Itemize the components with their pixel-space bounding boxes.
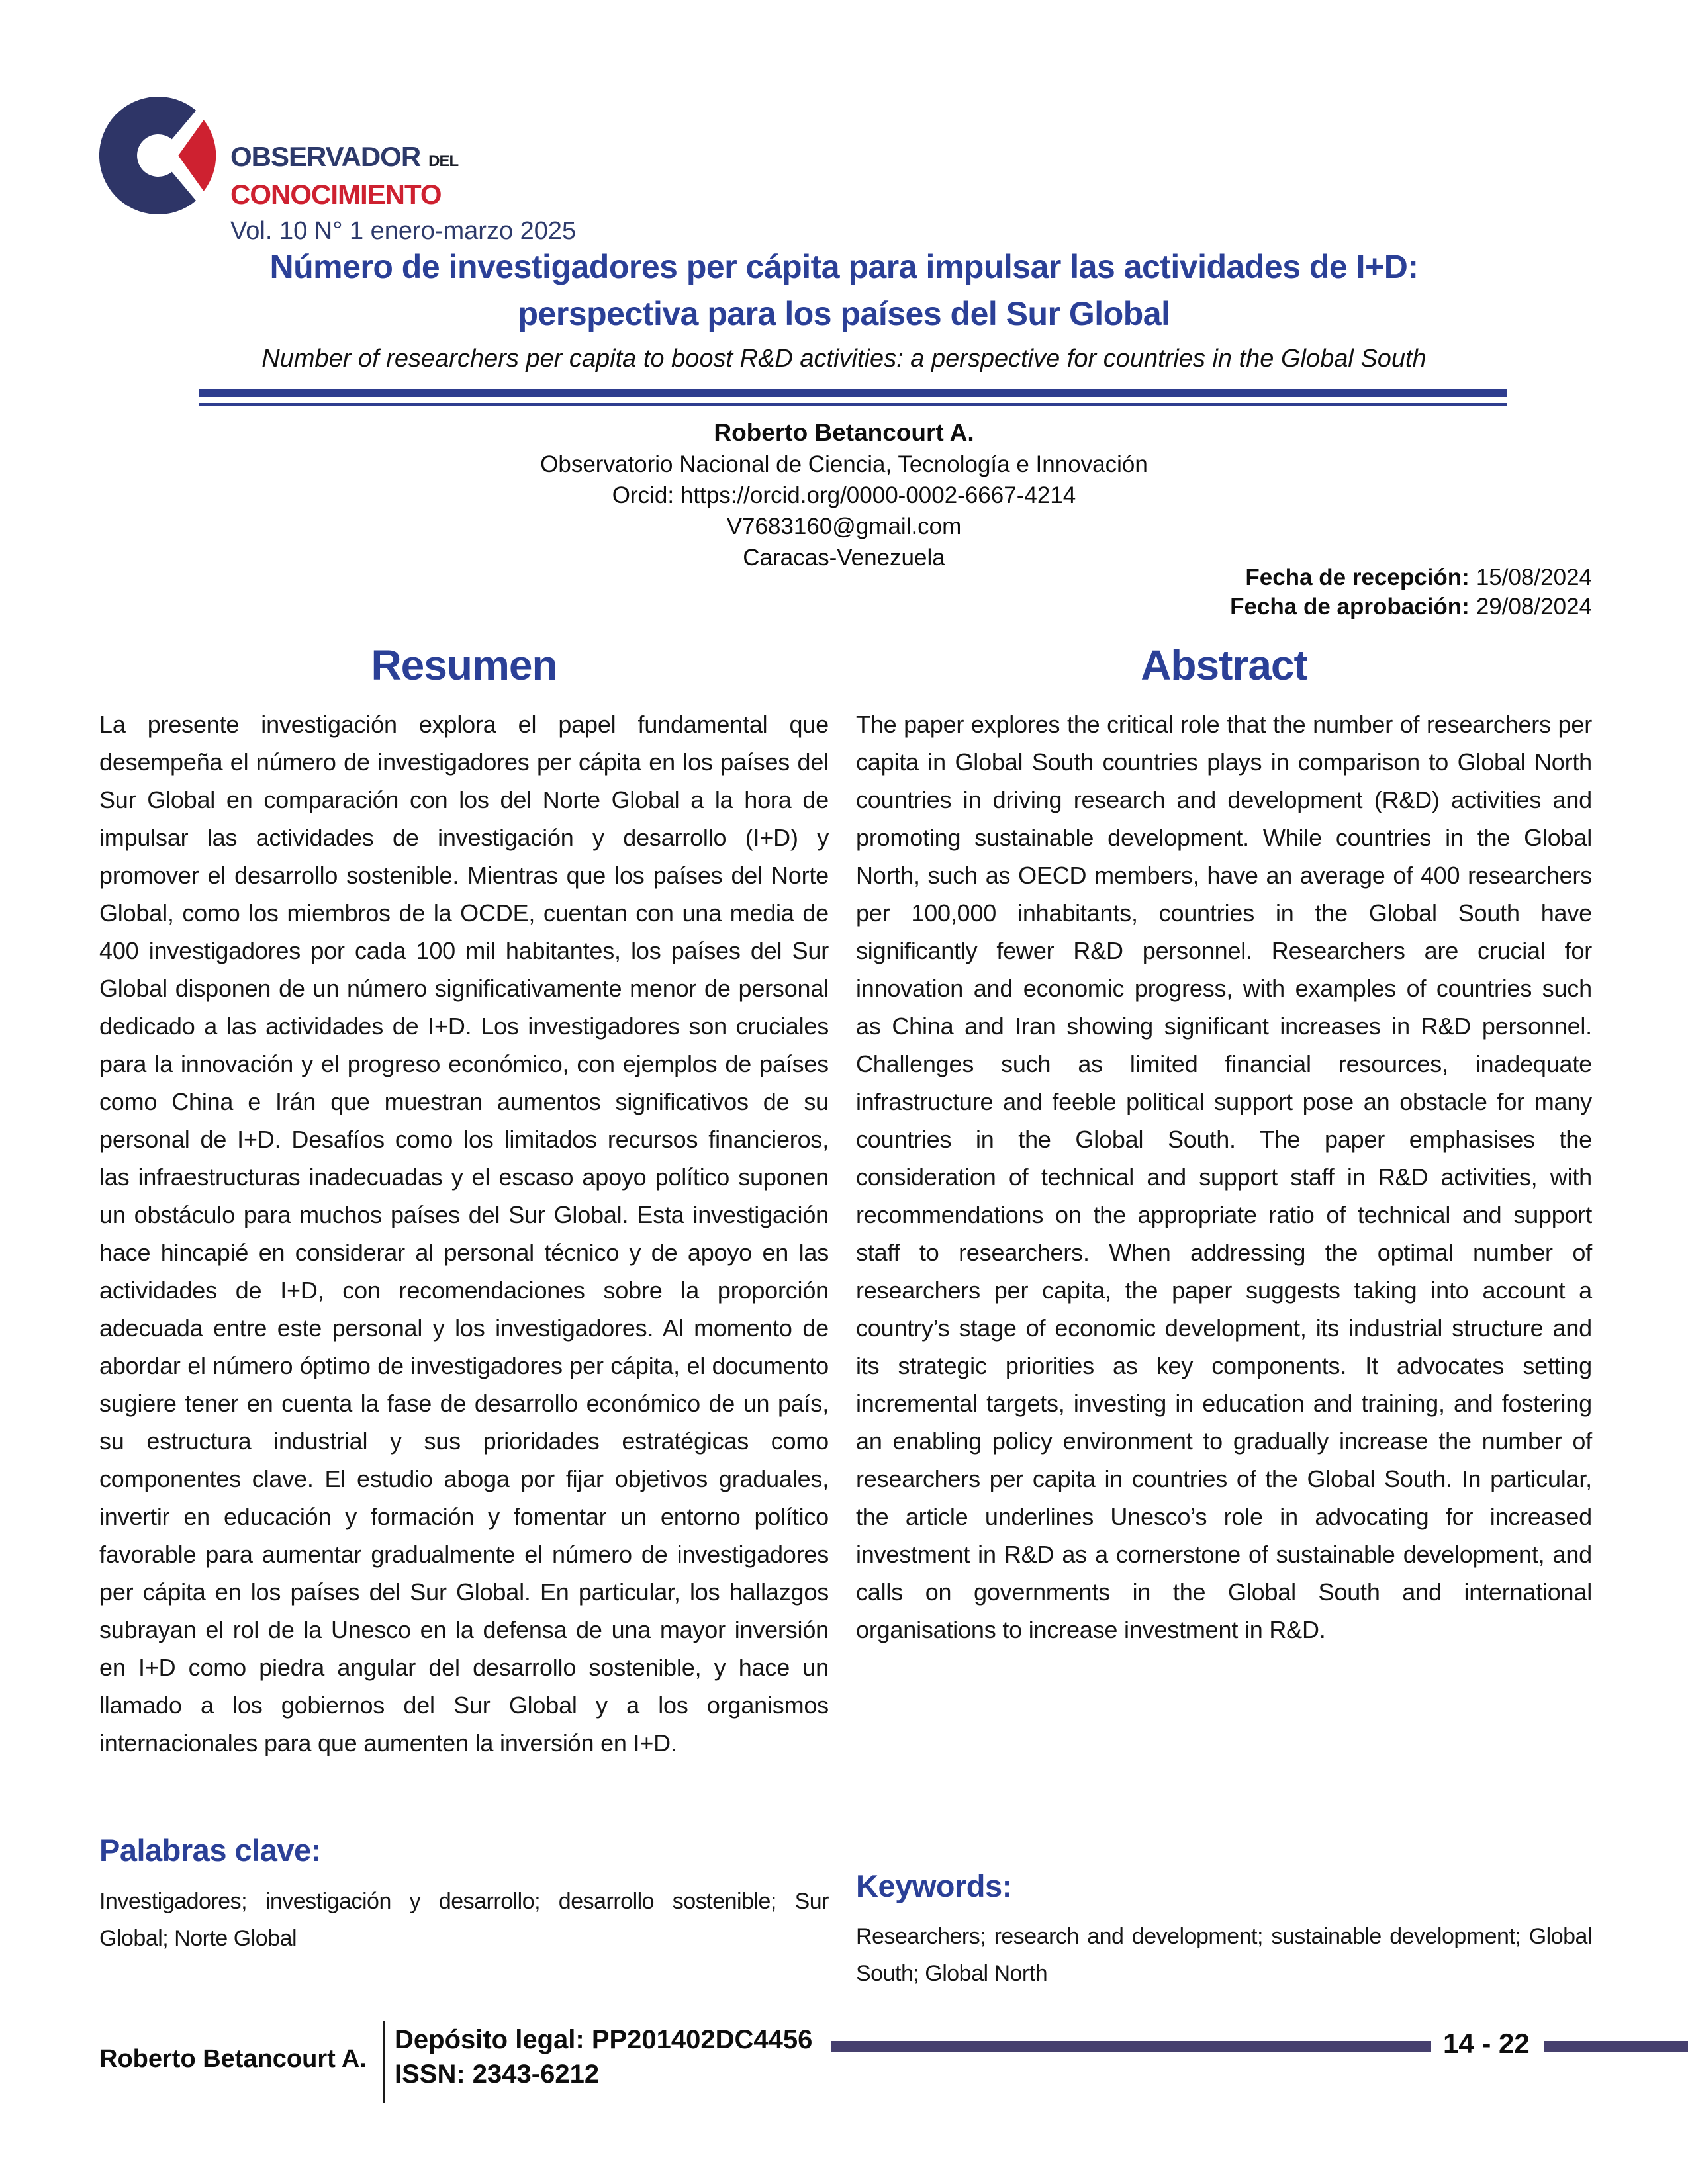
author-affiliation: Observatorio Nacional de Ciencia, Tecnología e Innovación <box>540 451 1148 477</box>
article-title-es-line1: Número de investigadores per cápita para impulsar las actividades de I+D: <box>269 248 1419 285</box>
journal-logo <box>99 97 217 214</box>
approval-date <box>1230 592 1592 621</box>
reception-date <box>1230 563 1592 592</box>
article-title-en: Number of researchers per capita to boost R&D activities: a perspective for countries in the Global South <box>261 345 1427 373</box>
reception-date-label: Fecha de recepción: <box>1245 565 1470 590</box>
author-email: V7683160@gmail.com <box>726 514 962 539</box>
title-divider-thick-line <box>199 389 1507 397</box>
journal-name-del: DEL <box>428 152 459 170</box>
title-divider <box>199 389 1507 406</box>
footer-legal-block <box>395 2023 812 2091</box>
article-title-es-line2: perspectiva para los países del Sur Global <box>518 295 1170 332</box>
approval-date-value: 29/08/2024 <box>1476 594 1592 619</box>
journal-masthead <box>230 140 576 250</box>
resumen-body: La presente investigación explora el papel fundamental que desempeña el número de investigadores per cápita en los países del Sur Global en comparación con los del Norte Global a la hora de impulsar las actividades de investigación y desarrollo (I+D) y promover el desarrollo sostenible. Mientras que los países del Norte Global, como los miembros de la OCDE, cuentan con una media de 400 investigadores por cada 100 mil habitantes, los países del Sur Global disponen de un número significativamente menor de personal dedicado a las actividades de I+D. Los investigadores son cruciales para la innovación y el progreso económico, con ejemplos de países como China e Irán que muestran aumentos significativos de su personal de I+D. Desafíos como los limitados recursos financieros, las infraestructuras inadecuadas y el escaso apoyo político suponen un obstáculo para muchos países del Sur Global. Esta investigación hace hincapié en considerar al personal técnico y de apoyo en las actividades de I+D, con recomendaciones sobre la proporción adecuada entre este personal y los investigadores. Al momento de abordar el número óptimo de investigadores per cápita, el documento sugiere tener en cuenta la fase de desarrollo económico de un país, su estructura industrial y sus prioridades estratégicas como componentes clave. El estudio aboga por fijar objetivos graduales, invertir en educación y formación y fomentar un entorno político favorable para aumentar gradualmente el número de investigadores per cápita en los países del Sur Global. En particular, los hallazgos subrayan el rol de la Unesco en la defensa de una mayor inversión en I+D como piedra angular del desarrollo sostenible, y hace un llamado a los gobiernos del Sur Global y a los organismos internacionales para que aumenten la inversión en I+D. <box>99 711 829 1756</box>
palabras-clave-heading: Palabras clave: <box>99 1833 321 1868</box>
author-block <box>159 417 1529 573</box>
journal-logo-icon <box>99 97 217 214</box>
reception-date-value: 15/08/2024 <box>1476 565 1592 590</box>
keywords-list: Researchers; research and development; sustainable development; Global South; Global North <box>856 1924 1592 1986</box>
dates-block <box>1230 563 1592 621</box>
footer-bar-left <box>831 2041 1431 2052</box>
footer-author: Roberto Betancourt A. <box>99 2045 367 2073</box>
journal-name-conocimiento: CONOCIMIENTO <box>230 179 442 210</box>
journal-name-observador: OBSERVADOR <box>230 141 421 172</box>
author-orcid: Orcid: https://orcid.org/0000-0002-6667-4214 <box>612 482 1076 508</box>
title-divider-thin-line <box>199 403 1507 406</box>
abstract-body: The paper explores the critical role that the number of researchers per capita in Global South countries plays in comparison to Global North countries in driving research and development (R&D) activities and promoting sustainable development. While countries in the Global North, such as OECD members, have an average of 400 researchers per 100,000 inhabitants, countries in the Global South have significantly fewer R&D personnel. Researchers are crucial for innovation and economic progress, with examples of countries such as China and Iran showing significant increases in R&D personnel. Challenges such as limited financial resources, inadequate infrastructure and feeble political support pose an obstacle for many countries in the Global South. The paper emphasises the consideration of technical and support staff in R&D activities, with recommendations on the appropriate ratio of technical and support staff to researchers. When addressing the optimal number of researchers per capita, the paper suggests taking into account a country’s stage of economic development, its industrial structure and its strategic priorities as key components. It advocates setting incremental targets, investing in education and training, and fostering an enabling policy environment to gradually increase the number of researchers per capita in countries of the Global South. In particular, the article underlines Unesco’s role in advocating for increased investment in R&D as a cornerstone of sustainable development, and calls on governments in the Global South and international organisations to increase investment in R&D. <box>856 711 1592 1643</box>
footer-page-range: 14 - 22 <box>1443 2028 1530 2059</box>
journal-issue: Vol. 10 N° 1 enero-marzo 2025 <box>230 217 577 245</box>
article-title-es <box>159 244 1529 338</box>
footer-bar-right <box>1544 2041 1688 2052</box>
author-name: Roberto Betancourt A. <box>714 419 974 446</box>
resumen-heading: Resumen <box>371 641 557 689</box>
footer-divider <box>383 2021 385 2103</box>
keywords-heading: Keywords: <box>856 1868 1012 1903</box>
author-location: Caracas-Venezuela <box>743 545 945 570</box>
journal-name-line1 <box>230 140 576 178</box>
footer-issn: ISSN: 2343-6212 <box>395 2060 600 2089</box>
palabras-clave-list: Investigadores; investigación y desarrollo; desarrollo sostenible; Sur Global; Norte Global <box>99 1889 829 1951</box>
approval-date-label: Fecha de aprobación: <box>1230 594 1470 619</box>
footer-deposito-legal: Depósito legal: PP201402DC4456 <box>395 2025 813 2054</box>
abstract-heading: Abstract <box>1141 641 1307 689</box>
